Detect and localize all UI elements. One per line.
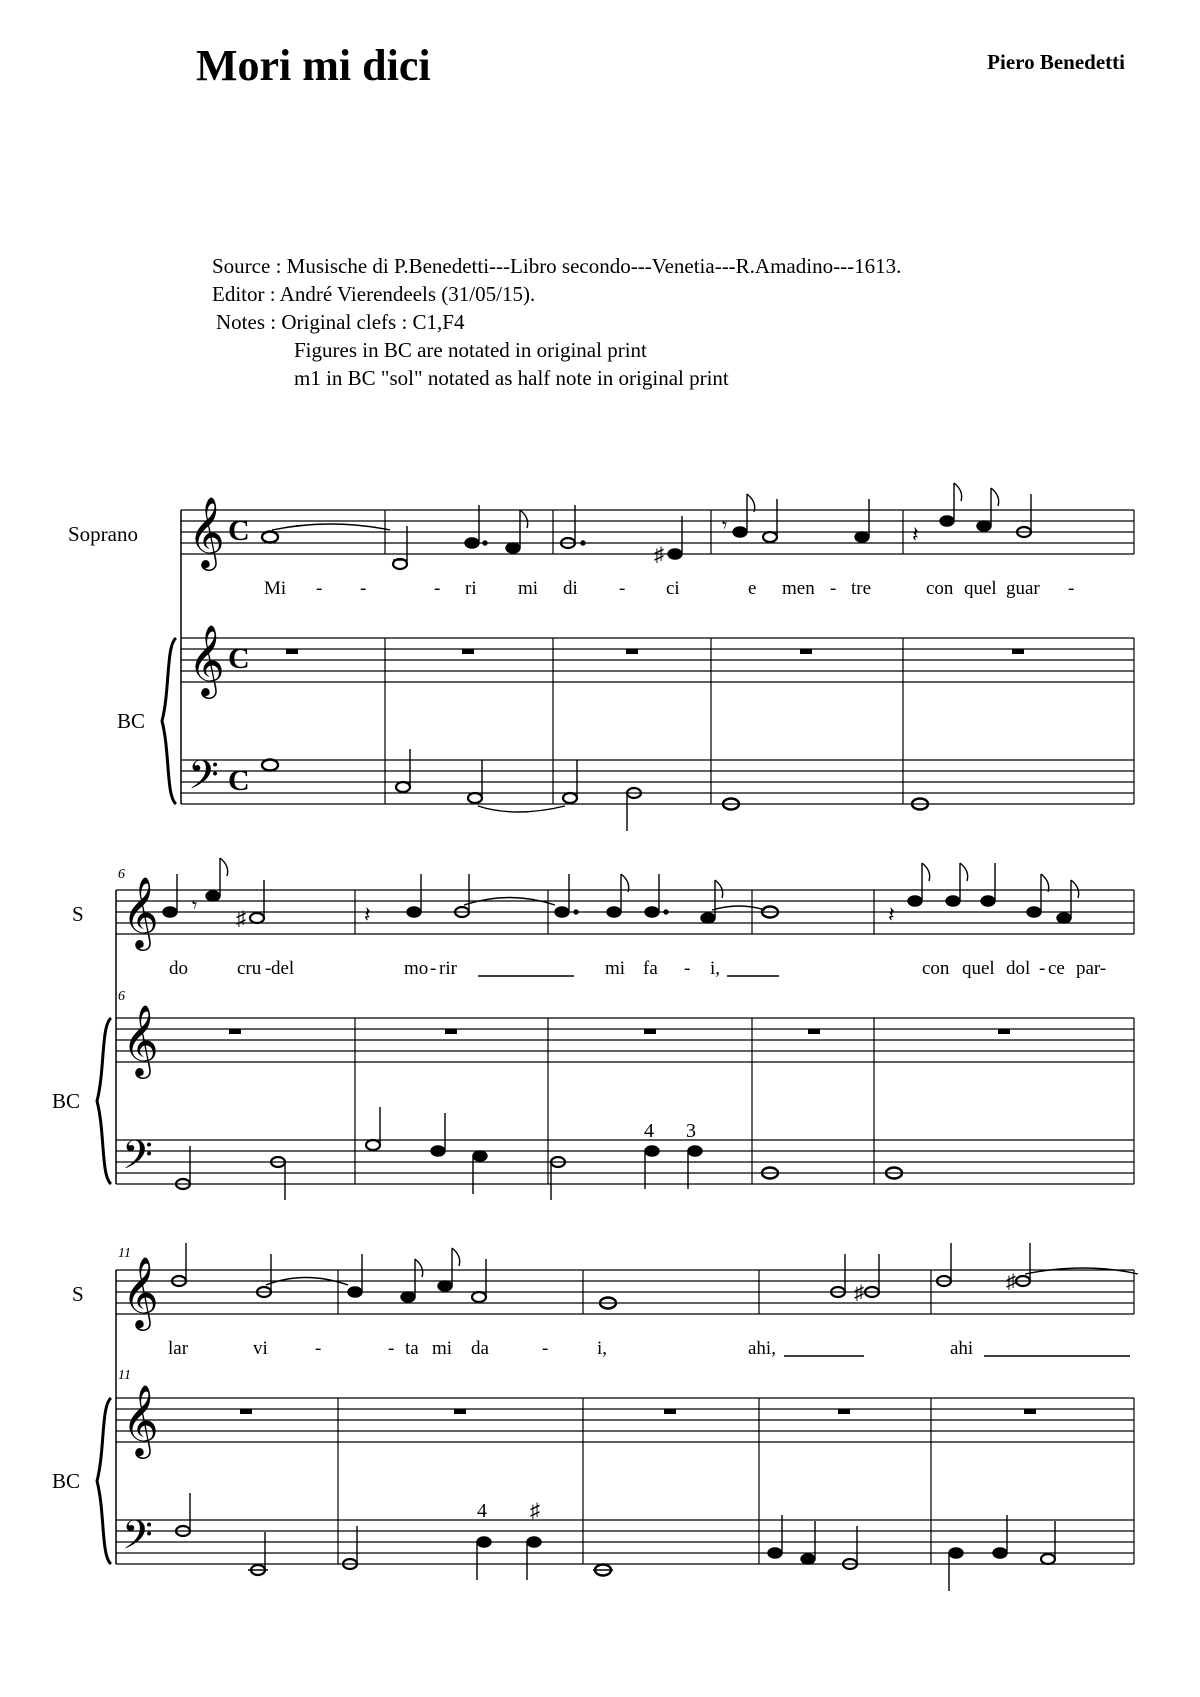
lyric-syllable: quel [964,578,997,599]
lyrics [264,578,1074,599]
lyric-syllable: mi [518,578,539,599]
treble-clef-icon: 𝄞 [122,1387,159,1455]
bc-rests [229,1029,1010,1034]
lyric-syllable: rir [439,958,457,979]
meter-mark: C [228,514,250,547]
bc-bass-notes [262,749,928,831]
treble-clef-icon: 𝄞 [122,1259,159,1327]
part-name-soprano: S [72,1282,84,1306]
lyric-syllable: del [271,958,295,979]
lyric-syllable: ahi [950,1338,974,1359]
svg-text:𝄾: 𝄾 [192,895,198,917]
figure: 4 [477,1500,487,1522]
lyric-syllable: ta [405,1338,419,1359]
treble-clef-icon: 𝄞 [122,879,159,947]
bass-clef-icon: 𝄢 [122,1134,153,1187]
lyric-hyphen: - [265,958,272,979]
quarter-rest-icon: 𝄽 [912,522,919,547]
treble-clef-icon: 𝄞 [122,1007,159,1075]
svg-text:𝄽: 𝄽 [888,902,895,927]
lyric-syllable: par- [1076,958,1107,979]
bc-bass-notes [176,1107,902,1200]
m1-note: m1 in BC "sol" notated as half note in original print [294,366,729,390]
lyric-syllable: ahi, [748,1338,776,1359]
lyric-hyphen: - [430,958,437,979]
lyric-syllable: e [748,578,757,599]
bc-bass-staff [116,1520,1134,1564]
source-note: Source : Musische di P.Benedetti---Libro secondo---Venetia---R.Amadino---1613. [212,254,902,278]
clefs-note: Notes : Original clefs : C1,F4 [216,310,465,334]
lyric-syllable: vi [253,1338,268,1359]
lyric-syllable: ri [465,578,477,599]
lyric-hyphen: - [1039,958,1046,979]
lyric-syllable: do [169,958,188,979]
bc-bass-staff [116,1140,1134,1184]
lyric-hyphen: - [619,578,626,599]
editor-note: Editor : André Vierendeels (31/05/15). [212,282,536,306]
lyric-syllable: i, [710,958,721,979]
lyric-syllable: mi [432,1338,453,1359]
lyric-syllable: con [926,578,954,599]
figures-note: Figures in BC are notated in original print [294,338,647,362]
brace-icon [97,1398,111,1564]
lyric-hyphen: - [1068,578,1075,599]
treble-clef-icon: 𝄞 [188,627,225,695]
bass-figures [644,1120,696,1142]
brace-icon [97,1018,111,1184]
system-2 [52,858,1134,1200]
bc-bass-staff [181,760,1134,804]
lyric-syllable: fa [643,958,658,979]
figure: 4 [644,1120,654,1142]
lyric-hyphen: - [360,578,367,599]
bass-clef-icon: 𝄢 [188,754,219,807]
part-name-bc: BC [52,1469,81,1493]
system-3 [52,1243,1138,1591]
lyric-hyphen: - [316,578,323,599]
bc-rests [286,649,1024,654]
bass-figures [477,1500,540,1522]
lyric-syllable: tre [851,578,872,599]
measure-number: 6 [118,867,125,882]
sharp-icon: ♯ [654,544,664,566]
lyric-syllable: quel [962,958,995,979]
lyric-hyphen: - [684,958,691,979]
measure-number: 11 [118,1246,131,1261]
lyric-syllable: ci [666,578,680,599]
measure-number: 11 [118,1368,131,1383]
lyric-syllable: di [563,578,578,599]
part-name-bc: BC [52,1089,81,1113]
lyric-syllable: men [782,578,815,599]
lyric-syllable: guar [1006,578,1040,599]
lyric-syllable: cru [237,958,262,979]
lyric-syllable: da [471,1338,489,1359]
lyric-syllable: mi [605,958,626,979]
bc-treble-staff [181,638,1134,682]
lyric-hyphen: - [388,1338,395,1359]
soprano-staff [116,1270,1134,1314]
part-name-soprano: S [72,902,84,926]
brace-icon [162,638,176,804]
lyric-syllable: con [922,958,950,979]
part-name-bc: BC [117,709,146,733]
figure: ♯ [530,1500,540,1522]
lyric-syllable: ce [1048,958,1065,979]
sharp-icon: ♯ [1006,1271,1016,1293]
sharp-icon: ♯ [236,908,246,930]
sharp-icon: ♯ [854,1282,864,1304]
lyric-syllable: lar [168,1338,189,1359]
lyric-syllable: i, [597,1338,608,1359]
lyric-syllable: mo [404,958,429,979]
svg-text:𝄽: 𝄽 [364,902,371,927]
lyric-hyphen: - [315,1338,322,1359]
meter-mark: C [228,764,250,797]
lyric-syllable: dol [1006,958,1031,979]
bc-treble-staff [116,1018,1134,1062]
soprano-notes [262,483,1031,569]
bass-clef-icon: 𝄢 [122,1514,153,1567]
composer-name: Piero Benedetti [987,50,1125,74]
bc-rests [240,1409,1036,1414]
lyric-syllable: Mi [264,578,287,599]
part-name-soprano: Soprano [68,522,138,546]
eighth-rest-icon: 𝄾 [722,515,728,537]
bc-treble-staff [116,1398,1134,1442]
figure: 3 [686,1120,696,1142]
soprano-notes [163,858,1079,930]
soprano-staff [116,890,1134,934]
lyrics [169,958,1106,979]
lyric-hyphen: - [542,1338,549,1359]
system-1 [68,483,1134,831]
meter-mark: C [228,642,250,675]
piece-title: Mori mi dici [196,41,431,90]
lyric-hyphen: - [434,578,441,599]
measure-number: 6 [118,989,125,1004]
treble-clef-icon: 𝄞 [188,499,225,567]
soprano-notes [172,1243,1138,1309]
lyric-hyphen: - [830,578,837,599]
